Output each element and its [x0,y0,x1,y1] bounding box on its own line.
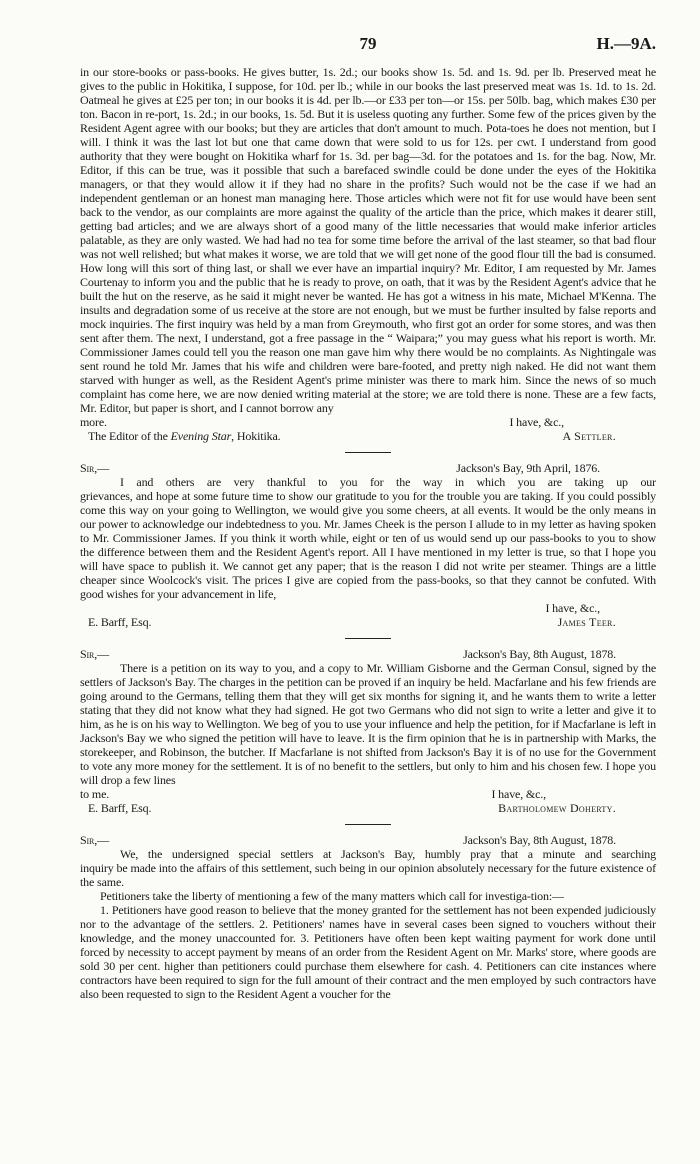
page-body [80,65,656,1001]
letter4-body: inquiry be made into the affairs of this settlement, such being in our opinion absolutely necessary for the future existence of the same. [80,861,656,889]
letter4-heading [80,833,656,847]
letter2-first-line: I and others are very thankful to you for the way in which you are taking up our [120,475,656,489]
letter1-signature-row [80,429,656,443]
letter3-addressee: E. Barff, Esq. [88,801,152,815]
letter1-last-line: more. [80,415,107,429]
page-number: 79 [359,34,377,53]
section-divider [345,824,391,825]
page-header [80,28,656,56]
letter1-body: in our store-books or pass-books. He gives butter, 1s. 2d.; our books show 1s. 5d. and 1s. 9d. per lb. Preserved meat he gives to the public in Hokitika, I suppose, for 10d. per lb.; while in our books the last preserved meat was 1s. 1d. to 1s. 2d. Oatmeal he gives at £25 per ton; in our books it is 4d. per lb.—or £33 per ton—or 15s. per 50lb. bag, which makes £30 per ton. Bacon in re-port, 1s. 2d.; in our books, 1s. 5d. But it is useless quoting any further. Some few of the prices given by the Resident Agent agree with our books; but they are articles that don't amount to much. Pota-toes he does not mention, but I will. I think it was the last lot but one that came down that were sold to us for 12s. per cwt. I understand from good authority that they were bought on Hokitika wharf for 1s. 3d. per bag—3d. for the potatoes and 1s. for the bag. Now, Mr. Editor, if this can be true, was it possible that such a barefaced swindle could be done under the eyes of the Hokitika managers, or that they would allow it if they had no share in the profits? Such would not be the case if we had an independent gentleman or an honest man managing here. Those articles which were not fit for use would have been sent back to the vendor, as our complaints are more against the quality of the article than the price, which makes it dearer still, getting bad articles; and we are always short of a good many of the little necessaries that would make inferior articles palatable, as they are only wasted. We had had no tea for some time before the arrival of the last steamer, so that bad flour was not well relished; but what makes it worse, we are told that we will get none of the good flour till the bad is consumed. How long will this sort of thing last, or shall we ever have an impartial inquiry? Mr. Editor, I am requested by Mr. James Courtenay to inform you and the public that he is ready to prove, on oath, that it was by the Resident Agent's advice that he built the hut on the reserve, as he said it might never be wanted. He has got a witness in his mate, Michael M'Kenna. The insults and degradation some of us receive at the store are not enough, but we must be further insulted by false reports and mock inquiries. The first inquiry was held by a man from Greymouth, who first got an order for some stores, and was then sent after them. The next, I understand, got a free passage in the “ Waipara;” you may guess what his report is worth. Mr. Commissioner James could tell you the reason one man gave him why there would be no complaints. As Nightingale was sent round he told Mr. James that his wife and children were bare-footed, and pretty nigh naked. He did not want them starved with hunger as well, as the Resident Agent's prime minister was there to mark him. Since the news of so much complaint has come here, we are now denied writing material at the store; we are told there is none. These are a few facts, Mr. Editor, but paper is short, and I cannot borrow any [80,65,656,415]
page-reference: H.—9A. [596,34,656,53]
letter3-salutation: Sir,— [80,647,109,661]
letter1-closing-row [80,415,656,429]
letter2-heading [80,461,656,475]
section-divider [345,638,391,639]
letter2-signature: James Teer. [557,615,616,629]
letter3-signature-row [80,801,656,815]
letter3-place-date: Jackson's Bay, 8th August, 1878. [463,647,616,661]
letter2-closing: I have, &c., [545,601,600,615]
letter1-closing: I have, &c., [509,415,564,429]
addressee-prefix: The Editor of the [88,429,168,443]
letter2-salutation: Sir,— [80,461,109,475]
letter4-para3: 1. Petitioners have good reason to believe that the money granted for the settlement has not been expended judiciously nor to the advantage of the settlers. 2. Petitioners' names have in several cases been signed to vouchers without their knowledge, and the money unaccounted for. 3. Petitioners have often been kept waiting payment for work done until forced by necessity to accept payment by means of an order from the Resident Agent on Mr. Marks' store, where goods are sold 30 per cent. higher than petitioners could purchase them elsewhere for cash. 4. Petitioners can cite instances where contractors have been required to sign for the full amount of their contract and the men employed by such contractors have also been requested to sign to the Resident Agent a voucher for the [80,903,656,1001]
letter3-body: There is a petition on its way to you, and a copy to Mr. William Gisborne and the German Consul, signed by the settlers of Jackson's Bay. The charges in the petition can be proved if an inquiry be held. Macfarlane and his few friends are going around to the Germans, telling them that they will get six months for signing it, and he wants them to write a letter stating that they did not know what they had signed. He got two Germans who did not sign to write a letter and give it to him, as he is on his way to Wellington. We beg of you to use your influence and help the petition, for if Macfarlane is left in Jackson's Bay we who signed the petition will have to leave. It is the firm opinion that he is in partnership with Marks, the storekeeper, and Robinson, the butcher. If Macfarlane is not shifted from Jackson's Bay it is of no use for the Government to vote any more money for the settlement. It is of no benefit to the settlers, but only to him and his chosen few. I hope you will drop a few lines [80,661,656,787]
letter1-addressee [80,429,281,443]
letter3-closing: I have, &c., [491,787,546,801]
letter2-addressee: E. Barff, Esq. [88,615,152,629]
letter3-last-line: to me. [80,787,110,801]
letter4-first-line: We, the undersigned special settlers at Jackson's Bay, humbly pray that a minute and searching [120,847,656,861]
letter4-para2: Petitioners take the liberty of mentioning a few of the many matters which call for investiga-tion:— [100,889,564,903]
letter1-signature: A Settler. [562,429,616,443]
letter2-place-date: Jackson's Bay, 9th April, 1876. [456,461,600,475]
addressee-suffix: , Hokitika. [231,429,281,443]
letter2-signature-row [80,615,656,629]
letter2-body: grievances, and hope at some future time to show our gratitude to you for the trouble you are taking. If you could possibly come this way on your going to Wellington, we would give you some cheers, at all events. It would be the only means in our power to acknowledge our indebtedness to you. Mr. James Cheek is the person I allude to in my letter as having spoken to Mr. Commissioner James. If you think it worth while, eight or ten of us would send up our pass-books to you to show the difference between them and the Resident Agent's report. All I have mentioned in my letter is true, so that I hope you will have space to publish it. We cannot get any paper; that is the reason I did not write per steamer. Things are a little cheaper since Woolcock's visit. The prices I give are copied from the pass-books, so that they cannot be confuted. With good wishes for your advancement in life, [80,489,656,601]
letter3-heading [80,647,656,661]
newspaper-name: Evening Star [170,429,232,443]
letter4-salutation: Sir,— [80,833,109,847]
letter3-closing-row [80,787,656,801]
letter4-place-date: Jackson's Bay, 8th August, 1878. [463,833,616,847]
section-divider [345,452,391,453]
letter3-signature: Bartholomew Doherty. [498,801,616,815]
